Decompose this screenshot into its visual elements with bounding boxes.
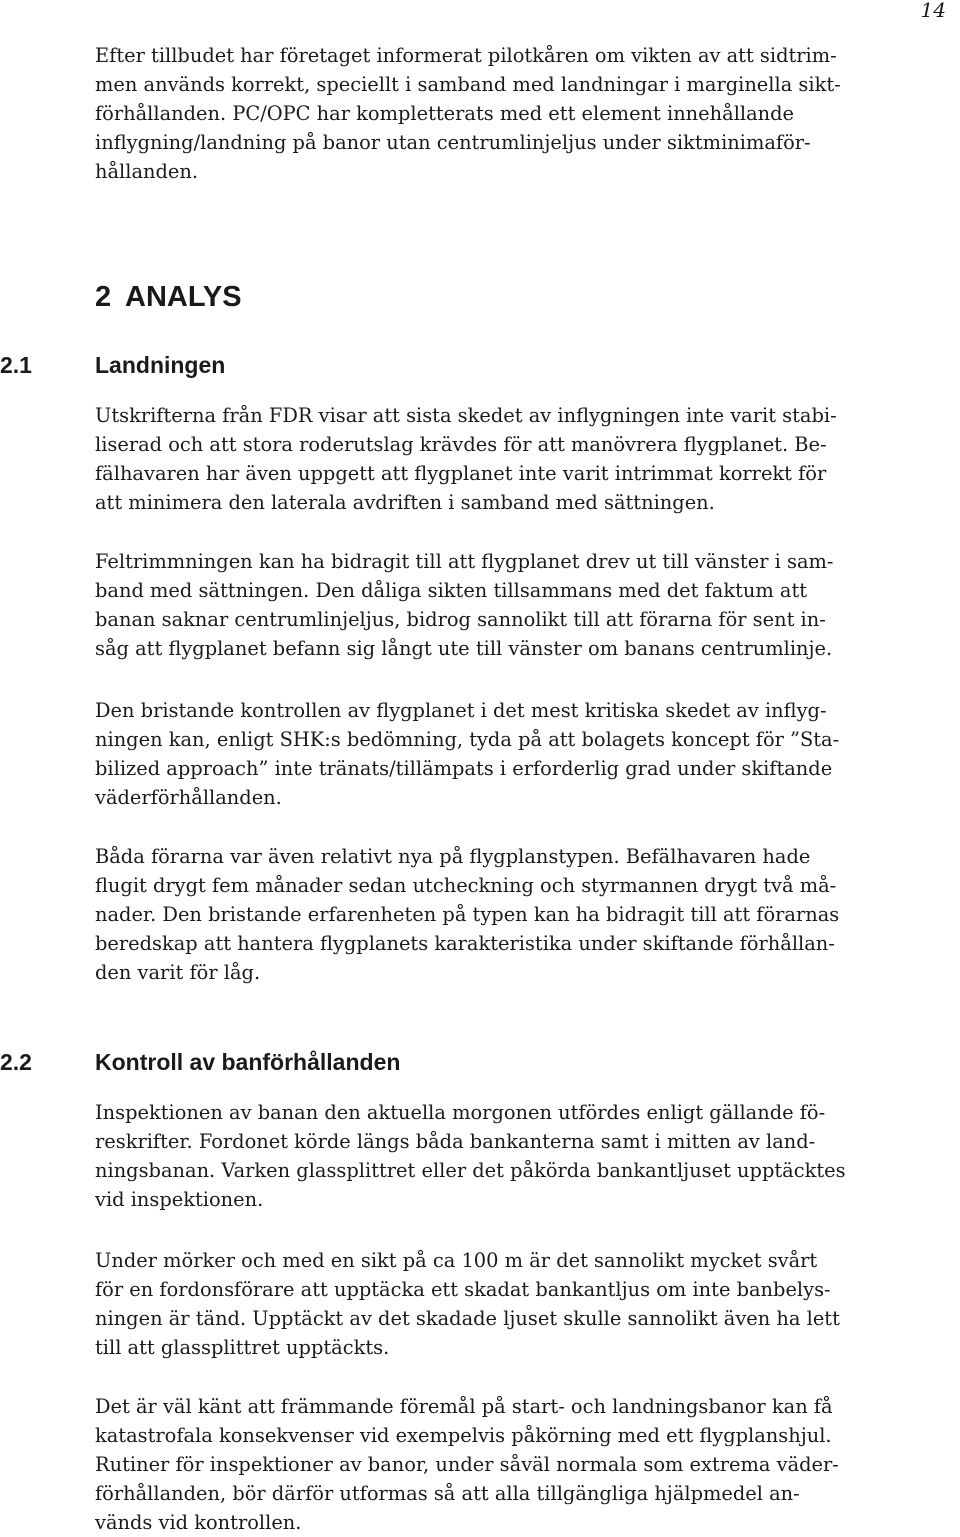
paragraph (95, 696, 839, 812)
text-line: bilized approach” inte tränats/tillämpats i erforderlig grad under skiftande (95, 757, 833, 780)
section-number: 2 (95, 281, 112, 313)
section-heading-analys (95, 281, 242, 314)
text-line: Efter tillbudet har företaget informerat pilotkåren om vikten av att sidtrim- (95, 44, 837, 67)
text-line: men används korrekt, speciellt i samband med landningar i marginella sikt- (95, 73, 841, 96)
paragraph (95, 547, 833, 663)
text-line: ningen kan, enligt SHK:s bedömning, tyda på att bolagets koncept för ”Sta- (95, 728, 840, 751)
text-line: att minimera den laterala avdriften i samband med sättningen. (95, 491, 715, 514)
subsection-heading-landningen (0, 352, 225, 379)
paragraph (95, 842, 839, 987)
text-line: beredskap att hantera flygplanets karakteristika under skiftande förhållan- (95, 932, 835, 955)
text-line: reskrifter. Fordonet körde längs båda bankanterna samt i mitten av land- (95, 1130, 816, 1153)
text-line: vänds vid kontrollen. (95, 1511, 302, 1534)
paragraph (95, 1246, 840, 1362)
paragraph (95, 401, 837, 517)
text-line: hållanden. (95, 160, 199, 183)
section-number: 2.1 (0, 352, 32, 378)
text-line: Den bristande kontrollen av flygplanet i det mest kritiska skedet av inflyg- (95, 699, 827, 722)
text-line: Feltrimmningen kan ha bidragit till att flygplanet drev ut till vänster i sam- (95, 550, 834, 573)
section-title: Kontroll av banförhållanden (95, 1049, 401, 1075)
section-title: ANALYS (125, 281, 242, 313)
text-line: Det är väl känt att främmande föremål på start- och landningsbanor kan få (95, 1395, 833, 1418)
section-title: Landningen (95, 352, 226, 378)
text-line: för en fordonsförare att upptäcka ett skadat bankantljus om inte banbelys- (95, 1278, 831, 1301)
text-line: nader. Den bristande erfarenheten på typen kan ha bidragit till att förarnas (95, 903, 840, 926)
intro-paragraph (95, 41, 841, 186)
text-line: till att glassplittret upptäckts. (95, 1336, 390, 1359)
text-line: band med sättningen. Den dåliga sikten tillsammans med det faktum att (95, 579, 808, 602)
text-line: väderförhållanden. (95, 786, 282, 809)
text-line: fälhavaren har även uppgett att flygplanet inte varit intrimmat korrekt för (95, 462, 827, 485)
text-line: Utskrifterna från FDR visar att sista skedet av inflygningen inte varit stabi- (95, 404, 837, 427)
text-line: katastrofala konsekvenser vid exempelvis påkörning med ett flygplanshjul. (95, 1424, 832, 1447)
text-line: flugit drygt fem månader sedan utcheckning och styrmannen drygt två må- (95, 874, 837, 897)
text-line: banan saknar centrumlinjeljus, bidrog sannolikt till att förarna för sent in- (95, 608, 826, 631)
text-line: ningen är tänd. Upptäckt av det skadade ljuset skulle sannolikt även ha lett (95, 1307, 840, 1330)
text-line: Rutiner för inspektioner av banor, under såväl normala som extrema väder- (95, 1453, 839, 1476)
text-line: ningsbanan. Varken glassplittret eller det påkörda bankantljuset upptäcktes (95, 1159, 846, 1182)
text-line: vid inspektionen. (95, 1188, 264, 1211)
subsection-heading-kontroll (0, 1049, 400, 1076)
text-line: förhållanden. PC/OPC har kompletterats med ett element innehållande (95, 102, 795, 125)
text-line: såg att flygplanet befann sig långt ute till vänster om banans centrumlinje. (95, 637, 833, 660)
text-line: inflygning/landning på banor utan centrumlinjeljus under siktminimaför- (95, 131, 811, 154)
paragraph (95, 1392, 839, 1537)
section-number: 2.2 (0, 1049, 32, 1075)
text-line: liserad och att stora roderutslag krävdes för att manövrera flygplanet. Be- (95, 433, 827, 456)
text-line: Båda förarna var även relativt nya på flygplanstypen. Befälhavaren hade (95, 845, 811, 868)
text-line: den varit för låg. (95, 961, 261, 984)
text-line: förhållanden, bör därför utformas så att alla tillgängliga hjälpmedel an- (95, 1482, 800, 1505)
page-number: 14 (920, 0, 946, 22)
paragraph (95, 1098, 846, 1214)
text-line: Under mörker och med en sikt på ca 100 m är det sannolikt mycket svårt (95, 1249, 818, 1272)
text-line: Inspektionen av banan den aktuella morgonen utfördes enligt gällande fö- (95, 1101, 826, 1124)
